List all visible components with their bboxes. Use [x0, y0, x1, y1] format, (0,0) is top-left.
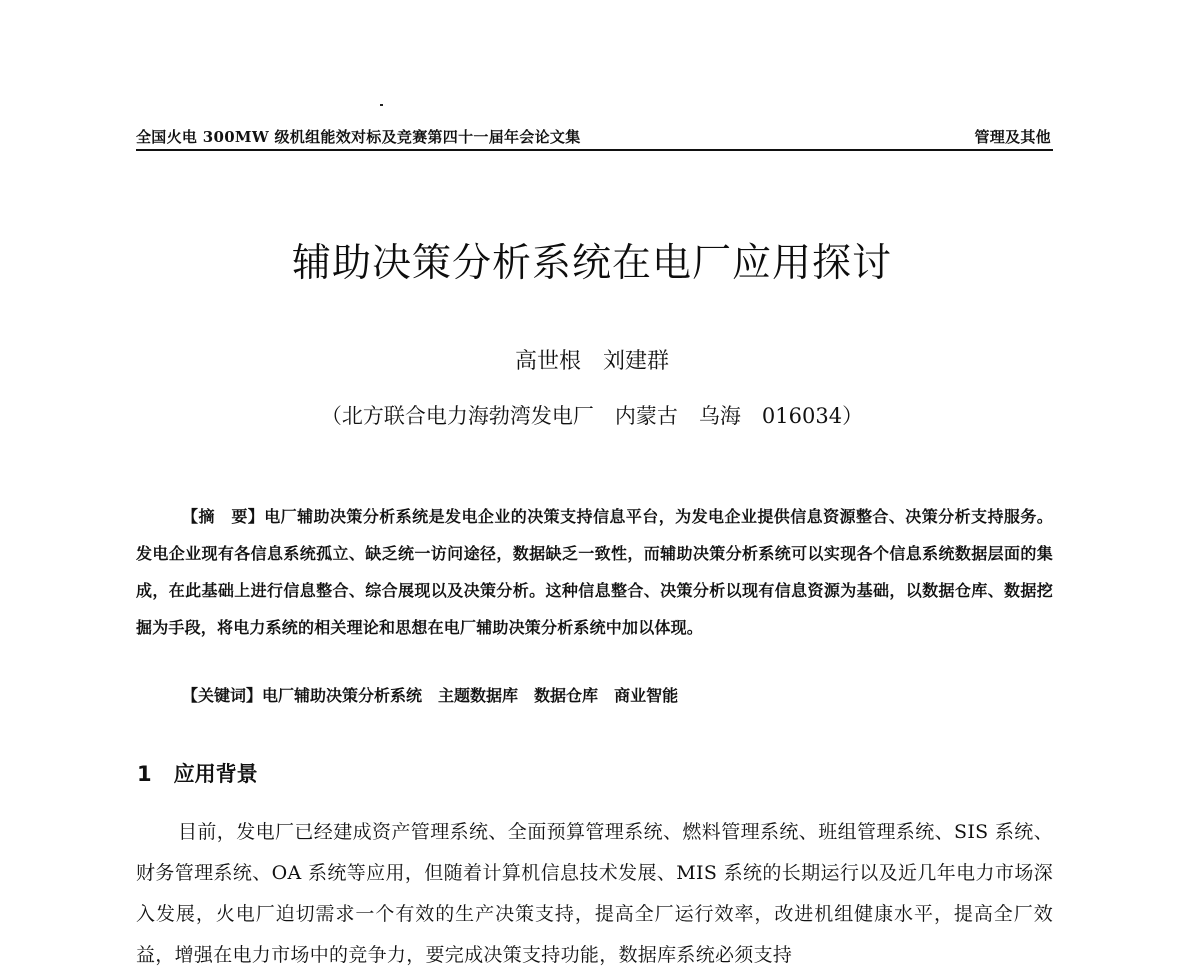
paper-authors: 高世根 刘建群: [514, 349, 669, 374]
paper-title: 辅助决策分析系统在电厂应用探讨: [291, 241, 892, 286]
proceedings-title: 全国火电 300MW 级机组能效对标及竞赛第四十一届年会论文集: [136, 128, 581, 146]
keyword-item: 数据仓库: [534, 686, 599, 705]
keyword-item: 电厂辅助决策分析系统: [262, 686, 423, 705]
abstract-label: 【摘 要】: [182, 507, 265, 526]
abstract-text: 电厂辅助决策分析系统是发电企业的决策支持信息平台，为发电企业提供信息资源整合、决策分析支持服务。发电企业现有各信息系统孤立、缺乏统一访问途径，数据缺乏一致性，而辅助决策分析系统可以实现各个信息系统数据层面的集成，在此基础上进行信息整合、综合展现以及决策分析。这种信息整合、决策分析以现有信息资源为基础，以数据仓库、数据挖掘为手段，将电力系统的相关理论和思想在电厂辅助决策分析系统中加以体现。: [136, 507, 1053, 637]
author-affiliation: （北方联合电力海勃湾发电厂 内蒙古 乌海 016034）: [320, 404, 864, 428]
keywords-label: 【关键词】: [182, 686, 263, 705]
body-paragraph: 目前，发电厂已经建成资产管理系统、全面预算管理系统、燃料管理系统、班组管理系统、SIS 系统、财务管理系统、OA 系统等应用，但随着计算机信息技术发展、MIS 系统的长期运行以及近几年电力市场深入发展，火电厂迫切需求一个有效的生产决策支持，提高全厂运行效率，改进机组健康水平，提高全厂效益，增强在电力市场中的竞争力，要完成决策支持功能，数据库系统必须支持: [136, 821, 1053, 966]
section-number: 1: [137, 762, 152, 786]
header-rule: [136, 149, 1053, 151]
section-category: 管理及其他: [974, 128, 1051, 146]
keyword-item: 商业智能: [614, 686, 679, 705]
keyword-item: 主题数据库: [438, 686, 519, 705]
abstract-block: [136, 498, 1053, 646]
keywords-block: [182, 681, 1052, 711]
scan-speck: [380, 104, 383, 106]
running-header: [136, 124, 1053, 150]
section-heading: [137, 758, 258, 788]
section-title: 应用背景: [173, 762, 258, 786]
